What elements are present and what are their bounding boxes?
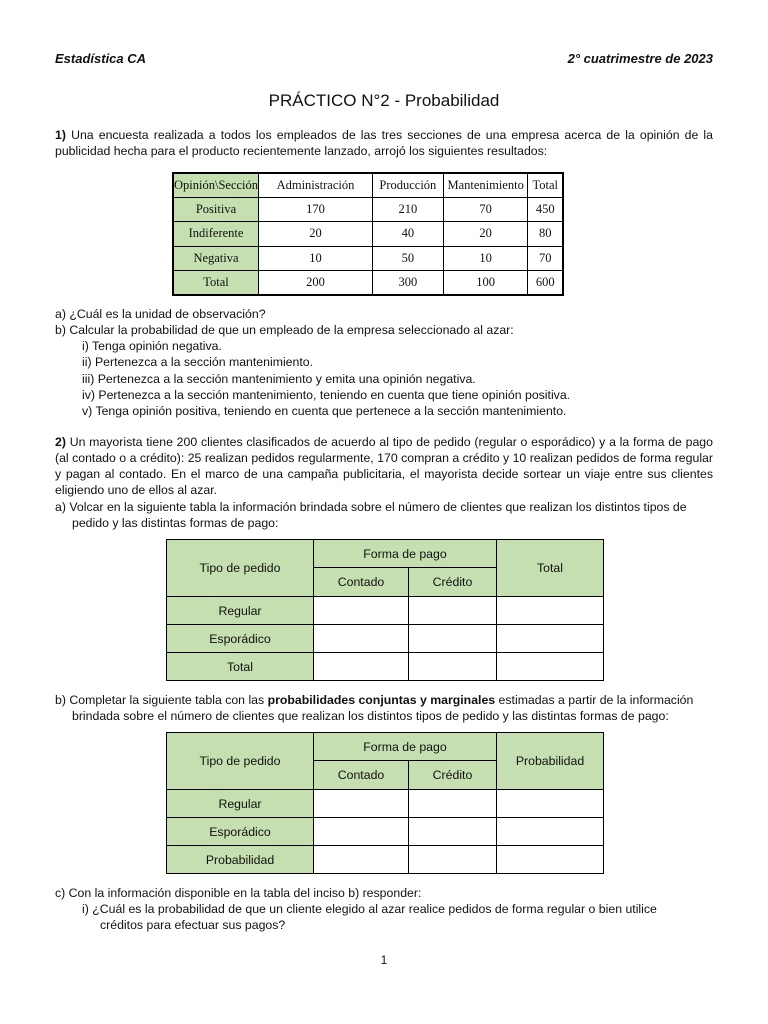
exercise-1-text: Una encuesta realizada a todos los empleados de las tres secciones de una empresa acerca de la opinión de la publicidad hecha para el producto recientemente lanzado, arrojó los siguientes resultados:	[55, 128, 714, 158]
question-b-text-end: estimadas a partir de la información	[495, 693, 694, 707]
blank-cell[interactable]	[409, 846, 497, 874]
exercise-2-question-a-cont: pedido y las distintas formas de pago:	[72, 516, 279, 530]
exercise-2-question-c-i-cont: créditos para efectuar sus pagos?	[100, 918, 286, 932]
survey-table-row	[173, 198, 563, 222]
survey-table-header	[173, 173, 563, 198]
survey-cell: 20	[259, 222, 373, 246]
course-name: Estadística CA	[55, 51, 147, 66]
blank-cell[interactable]	[409, 597, 497, 625]
blank-cell[interactable]	[497, 790, 604, 818]
page-number: 1	[380, 953, 388, 967]
survey-row-label: Indiferente	[173, 222, 259, 246]
survey-row-label: Total	[173, 270, 259, 295]
survey-header-cell: Mantenimiento	[443, 173, 528, 198]
blank-cell[interactable]	[409, 818, 497, 846]
exercise-2-intro	[55, 434, 713, 498]
blank-cell[interactable]	[314, 653, 409, 681]
row-label: Esporádico	[167, 625, 314, 653]
survey-cell: 80	[528, 222, 563, 246]
survey-cell: 10	[443, 246, 528, 270]
survey-header-cell: Administración	[259, 173, 373, 198]
blank-cell[interactable]	[409, 790, 497, 818]
survey-row-label: Negativa	[173, 246, 259, 270]
col-header-credito: Crédito	[409, 568, 497, 597]
col-header-contado: Contado	[314, 761, 409, 790]
table-row	[167, 818, 604, 846]
exercise-2-question-b-cont: brindada sobre el número de clientes que realizan los distintos tipos de pedido y las distintas formas de pago:	[72, 709, 669, 723]
col-header-probabilidad: Probabilidad	[497, 733, 604, 790]
survey-cell: 70	[443, 198, 528, 222]
row-label: Regular	[167, 790, 314, 818]
survey-cell: 20	[443, 222, 528, 246]
exercise-1-question-b: b) Calcular la probabilidad de que un empleado de la empresa seleccionado al azar:	[55, 323, 514, 337]
col-header-forma: Forma de pago	[314, 540, 497, 568]
blank-cell[interactable]	[409, 653, 497, 681]
blank-cell[interactable]	[314, 625, 409, 653]
survey-cell: 300	[372, 270, 443, 295]
survey-header-cell: Producción	[372, 173, 443, 198]
row-label: Total	[167, 653, 314, 681]
survey-cell: 210	[372, 198, 443, 222]
blank-cell[interactable]	[497, 653, 604, 681]
survey-cell: 40	[372, 222, 443, 246]
page-title: PRÁCTICO N°2 - Probabilidad	[268, 91, 500, 110]
table-row	[167, 790, 604, 818]
survey-header-cell: Opinión\Sección	[173, 173, 259, 198]
exercise-1-intro	[55, 127, 713, 159]
blank-cell[interactable]	[497, 846, 604, 874]
exercise-2-question-b	[55, 692, 693, 708]
survey-header-cell: Total	[528, 173, 563, 198]
survey-table-row	[173, 270, 563, 295]
col-header-contado: Contado	[314, 568, 409, 597]
exercise-2-question-c-i: i) ¿Cuál es la probabilidad de que un cliente elegido al azar realice pedidos de forma regular o bien utilice	[82, 902, 657, 916]
col-header-forma: Forma de pago	[314, 733, 497, 761]
table-row	[167, 846, 604, 874]
survey-table	[172, 172, 564, 296]
exercise-1-item: iii) Pertenezca a la sección mantenimiento y emita una opinión negativa.	[82, 372, 476, 386]
table-row	[167, 653, 604, 681]
table-row	[167, 625, 604, 653]
col-header-total: Total	[497, 540, 604, 597]
row-label: Probabilidad	[167, 846, 314, 874]
row-label: Esporádico	[167, 818, 314, 846]
clients-count-table	[166, 539, 604, 681]
col-header-tipo: Tipo de pedido	[167, 733, 314, 790]
exercise-1-item: v) Tenga opinión positiva, teniendo en cuenta que pertenece a la sección mantenimiento.	[82, 404, 567, 418]
survey-table-row	[173, 246, 563, 270]
question-b-bold: probabilidades conjuntas y marginales	[267, 693, 496, 707]
exercise-1-item: i) Tenga opinión negativa.	[82, 339, 222, 353]
exercise-1-question-a: a) ¿Cuál es la unidad de observación?	[55, 307, 266, 321]
row-label: Regular	[167, 597, 314, 625]
survey-cell: 70	[528, 246, 563, 270]
blank-cell[interactable]	[497, 625, 604, 653]
survey-cell: 50	[372, 246, 443, 270]
survey-cell: 100	[443, 270, 528, 295]
exercise-1-item: ii) Pertenezca a la sección mantenimiento.	[82, 355, 314, 369]
table-row	[167, 597, 604, 625]
blank-cell[interactable]	[314, 790, 409, 818]
exercise-2-question-c: c) Con la información disponible en la tabla del inciso b) responder:	[55, 886, 422, 900]
joint-probability-table	[166, 732, 604, 874]
survey-cell: 170	[259, 198, 373, 222]
blank-cell[interactable]	[314, 846, 409, 874]
exercise-2-text: Un mayorista tiene 200 clientes clasificados de acuerdo al tipo de pedido (regular o esporádico) y a la forma de pago (al contado o a crédito): 25 realizan pedidos regularmente, 170 compran a crédito y 10 realizan pedidos de forma regular y pagan al contado. En el marco de una campaña publicitaria, el mayorista decide sortear un viaje entre sus clientes eligiendo uno de ellos al azar.	[55, 435, 713, 497]
exercise-1-item: iv) Pertenezca a la sección mantenimiento, teniendo en cuenta que tiene opinión positiva.	[82, 388, 571, 402]
survey-cell: 10	[259, 246, 373, 270]
survey-table-row	[173, 222, 563, 246]
col-header-credito: Crédito	[409, 761, 497, 790]
question-b-text: b) Completar la siguiente tabla con las	[55, 693, 268, 707]
blank-cell[interactable]	[314, 818, 409, 846]
blank-cell[interactable]	[497, 597, 604, 625]
blank-cell[interactable]	[409, 625, 497, 653]
survey-cell: 200	[259, 270, 373, 295]
survey-cell: 450	[528, 198, 563, 222]
blank-cell[interactable]	[497, 818, 604, 846]
exercise-2-question-a: a) Volcar en la siguiente tabla la información brindada sobre el número de clientes que realizan los distintos tipos de	[55, 500, 687, 514]
blank-cell[interactable]	[314, 597, 409, 625]
exercise-2-number: 2)	[55, 435, 66, 449]
survey-row-label: Positiva	[173, 198, 259, 222]
survey-cell: 600	[528, 270, 563, 295]
semester: 2° cuatrimestre de 2023	[567, 51, 713, 66]
exercise-1-number: 1)	[55, 128, 66, 142]
col-header-tipo: Tipo de pedido	[167, 540, 314, 597]
